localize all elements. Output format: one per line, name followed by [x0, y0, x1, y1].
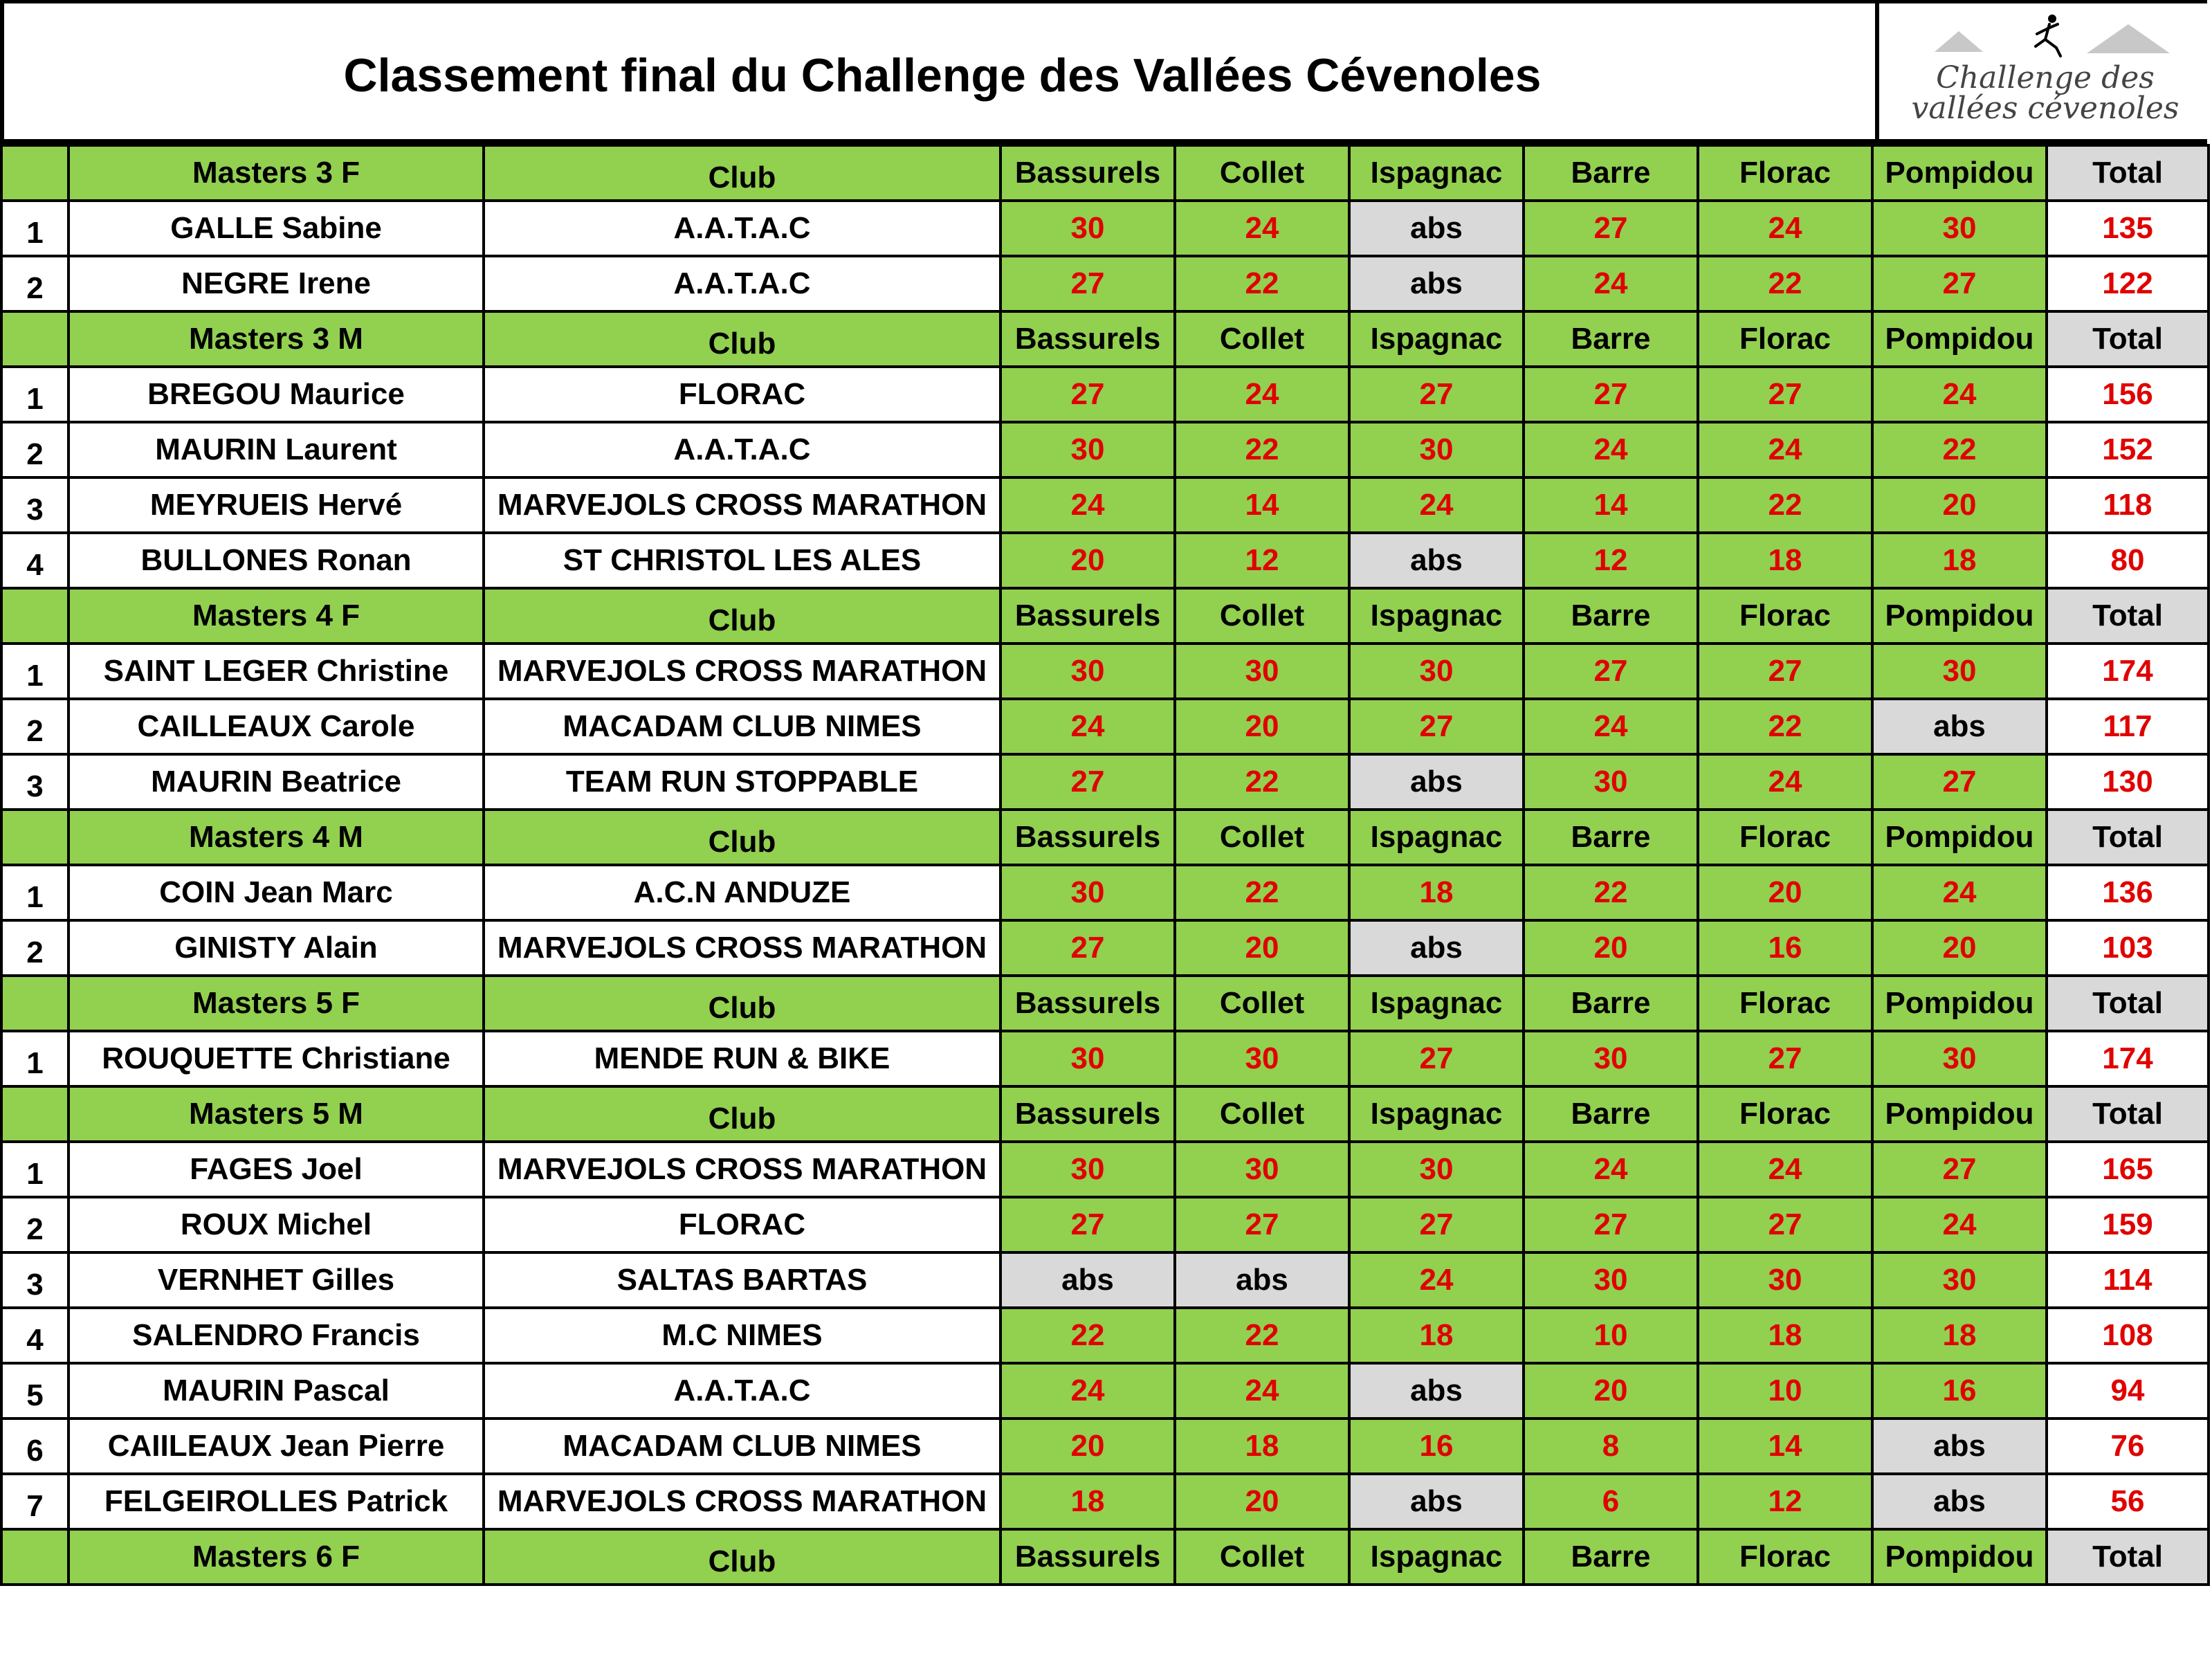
table-row — [1, 865, 2209, 920]
score-pompidou: 24 — [1872, 367, 2047, 422]
score-florac: 24 — [1698, 201, 1872, 256]
total-header: Total — [2047, 1529, 2209, 1585]
club-name: ST CHRISTOL LES ALES — [484, 533, 1000, 588]
score-collet: 22 — [1175, 865, 1349, 920]
club-name: TEAM RUN STOPPABLE — [484, 754, 1000, 810]
rank-cell: 2 — [1, 920, 68, 976]
score-bassurels: 27 — [1000, 256, 1175, 311]
score-ispagnac: 30 — [1349, 422, 1524, 477]
runner-icon — [2036, 15, 2060, 56]
score-ispagnac: 27 — [1349, 1197, 1524, 1252]
score-florac: 12 — [1698, 1474, 1872, 1529]
category-header-row — [1, 145, 2209, 201]
race-header-florac: Florac — [1698, 976, 1872, 1031]
table-row — [1, 1197, 2209, 1252]
rank-cell: 2 — [1, 256, 68, 311]
score-collet: 20 — [1175, 920, 1349, 976]
score-barre: 27 — [1524, 201, 1698, 256]
score-pompidou: abs — [1872, 1474, 2047, 1529]
score-florac: 18 — [1698, 533, 1872, 588]
race-header-collet: Collet — [1175, 145, 1349, 201]
rank-cell: 3 — [1, 754, 68, 810]
athlete-name: ROUX Michel — [68, 1197, 484, 1252]
rank-cell: 3 — [1, 477, 68, 533]
club-name: MACADAM CLUB NIMES — [484, 1419, 1000, 1474]
table-row — [1, 533, 2209, 588]
athlete-name: CAIILEAUX Jean Pierre — [68, 1419, 484, 1474]
athlete-name: SALENDRO Francis — [68, 1308, 484, 1363]
club-name: SALTAS BARTAS — [484, 1252, 1000, 1308]
category-name: Masters 4 F — [68, 588, 484, 644]
athlete-name: VERNHET Gilles — [68, 1252, 484, 1308]
race-header-pompidou: Pompidou — [1872, 588, 2047, 644]
score-collet: 22 — [1175, 256, 1349, 311]
rank-cell: 4 — [1, 533, 68, 588]
table-row — [1, 754, 2209, 810]
race-header-florac: Florac — [1698, 1086, 1872, 1142]
score-ispagnac: 30 — [1349, 1142, 1524, 1197]
club-header: Club — [484, 976, 1000, 1031]
score-florac: 22 — [1698, 699, 1872, 754]
total-header: Total — [2047, 1086, 2209, 1142]
table-row — [1, 1308, 2209, 1363]
race-header-ispagnac: Ispagnac — [1349, 588, 1524, 644]
table-row — [1, 422, 2209, 477]
total-score: 108 — [2047, 1308, 2209, 1363]
score-collet: 30 — [1175, 1031, 1349, 1086]
table-row — [1, 1252, 2209, 1308]
page-header — [0, 0, 2207, 144]
rank-header-cell — [1, 1529, 68, 1585]
score-collet: 27 — [1175, 1197, 1349, 1252]
score-collet: 24 — [1175, 1363, 1349, 1419]
athlete-name: ROUQUETTE Christiane — [68, 1031, 484, 1086]
total-header: Total — [2047, 810, 2209, 865]
athlete-name: MAURIN Beatrice — [68, 754, 484, 810]
race-header-bassurels: Bassurels — [1000, 810, 1175, 865]
score-ispagnac: abs — [1349, 1363, 1524, 1419]
race-header-bassurels: Bassurels — [1000, 1086, 1175, 1142]
total-header: Total — [2047, 311, 2209, 367]
logo-mountains — [1935, 24, 2170, 53]
score-pompidou: 30 — [1872, 1252, 2047, 1308]
score-pompidou: 20 — [1872, 477, 2047, 533]
rank-cell: 4 — [1, 1308, 68, 1363]
race-header-bassurels: Bassurels — [1000, 588, 1175, 644]
table-row — [1, 1363, 2209, 1419]
score-florac: 30 — [1698, 1252, 1872, 1308]
club-name: A.A.T.A.C — [484, 422, 1000, 477]
rank-cell: 3 — [1, 1252, 68, 1308]
total-header: Total — [2047, 588, 2209, 644]
score-pompidou: 18 — [1872, 533, 2047, 588]
race-header-bassurels: Bassurels — [1000, 1529, 1175, 1585]
category-name: Masters 6 F — [68, 1529, 484, 1585]
athlete-name: GALLE Sabine — [68, 201, 484, 256]
rank-cell: 2 — [1, 699, 68, 754]
score-bassurels: 20 — [1000, 533, 1175, 588]
club-name: MARVEJOLS CROSS MARATHON — [484, 1474, 1000, 1529]
total-score: 80 — [2047, 533, 2209, 588]
race-header-collet: Collet — [1175, 311, 1349, 367]
score-florac: 22 — [1698, 256, 1872, 311]
score-collet: 22 — [1175, 754, 1349, 810]
table-row — [1, 1419, 2209, 1474]
score-bassurels: 30 — [1000, 1142, 1175, 1197]
score-barre: 27 — [1524, 1197, 1698, 1252]
race-header-barre: Barre — [1524, 311, 1698, 367]
race-header-ispagnac: Ispagnac — [1349, 311, 1524, 367]
category-name: Masters 3 F — [68, 145, 484, 201]
total-score: 152 — [2047, 422, 2209, 477]
score-bassurels: 24 — [1000, 477, 1175, 533]
club-name: MACADAM CLUB NIMES — [484, 699, 1000, 754]
rank-header-cell — [1, 311, 68, 367]
rank-cell: 2 — [1, 422, 68, 477]
table-row — [1, 477, 2209, 533]
total-score: 130 — [2047, 754, 2209, 810]
score-collet: 12 — [1175, 533, 1349, 588]
rank-cell: 7 — [1, 1474, 68, 1529]
table-row — [1, 256, 2209, 311]
score-pompidou: 16 — [1872, 1363, 2047, 1419]
total-score: 103 — [2047, 920, 2209, 976]
total-score: 174 — [2047, 644, 2209, 699]
table-row — [1, 201, 2209, 256]
total-score: 117 — [2047, 699, 2209, 754]
total-score: 159 — [2047, 1197, 2209, 1252]
race-header-florac: Florac — [1698, 588, 1872, 644]
athlete-name: COIN Jean Marc — [68, 865, 484, 920]
race-header-pompidou: Pompidou — [1872, 311, 2047, 367]
athlete-name: FAGES Joel — [68, 1142, 484, 1197]
score-barre: 10 — [1524, 1308, 1698, 1363]
score-ispagnac: 27 — [1349, 1031, 1524, 1086]
athlete-name: SAINT LEGER Christine — [68, 644, 484, 699]
race-header-florac: Florac — [1698, 1529, 1872, 1585]
score-pompidou: 30 — [1872, 644, 2047, 699]
club-header: Club — [484, 145, 1000, 201]
club-name: A.A.T.A.C — [484, 201, 1000, 256]
total-score: 136 — [2047, 865, 2209, 920]
score-barre: 27 — [1524, 367, 1698, 422]
athlete-name: CAILLEAUX Carole — [68, 699, 484, 754]
logo-text-line1: Challenge des — [1936, 60, 2155, 95]
score-barre: 12 — [1524, 533, 1698, 588]
score-florac: 18 — [1698, 1308, 1872, 1363]
rank-cell: 1 — [1, 367, 68, 422]
score-florac: 27 — [1698, 367, 1872, 422]
score-barre: 30 — [1524, 754, 1698, 810]
score-ispagnac: 27 — [1349, 699, 1524, 754]
race-header-barre: Barre — [1524, 1529, 1698, 1585]
logo-graphic — [1879, 3, 2211, 142]
score-barre: 24 — [1524, 256, 1698, 311]
race-header-ispagnac: Ispagnac — [1349, 976, 1524, 1031]
rank-cell: 1 — [1, 865, 68, 920]
club-name: A.A.T.A.C — [484, 1363, 1000, 1419]
score-ispagnac: abs — [1349, 1474, 1524, 1529]
score-ispagnac: 27 — [1349, 367, 1524, 422]
score-florac: 24 — [1698, 1142, 1872, 1197]
score-ispagnac: abs — [1349, 256, 1524, 311]
score-barre: 6 — [1524, 1474, 1698, 1529]
score-pompidou: 18 — [1872, 1308, 2047, 1363]
score-barre: 20 — [1524, 1363, 1698, 1419]
race-header-collet: Collet — [1175, 810, 1349, 865]
total-score: 76 — [2047, 1419, 2209, 1474]
score-ispagnac: abs — [1349, 754, 1524, 810]
score-bassurels: 27 — [1000, 920, 1175, 976]
athlete-name: MAURIN Laurent — [68, 422, 484, 477]
rank-cell: 1 — [1, 1142, 68, 1197]
race-header-pompidou: Pompidou — [1872, 810, 2047, 865]
race-header-barre: Barre — [1524, 810, 1698, 865]
category-name: Masters 3 M — [68, 311, 484, 367]
table-row — [1, 367, 2209, 422]
score-florac: 24 — [1698, 754, 1872, 810]
total-score: 114 — [2047, 1252, 2209, 1308]
club-header: Club — [484, 1086, 1000, 1142]
total-score: 118 — [2047, 477, 2209, 533]
race-header-bassurels: Bassurels — [1000, 311, 1175, 367]
score-ispagnac: 24 — [1349, 1252, 1524, 1308]
category-header-row — [1, 311, 2209, 367]
race-header-collet: Collet — [1175, 976, 1349, 1031]
score-bassurels: 24 — [1000, 1363, 1175, 1419]
club-name: A.A.T.A.C — [484, 256, 1000, 311]
score-bassurels: 27 — [1000, 367, 1175, 422]
race-header-bassurels: Bassurels — [1000, 976, 1175, 1031]
rank-header-cell — [1, 810, 68, 865]
score-bassurels: 30 — [1000, 201, 1175, 256]
score-bassurels: 30 — [1000, 865, 1175, 920]
score-pompidou: 30 — [1872, 1031, 2047, 1086]
score-bassurels: 30 — [1000, 422, 1175, 477]
rank-header-cell — [1, 588, 68, 644]
race-header-collet: Collet — [1175, 1529, 1349, 1585]
score-florac: 27 — [1698, 1031, 1872, 1086]
score-ispagnac: abs — [1349, 920, 1524, 976]
score-collet: 20 — [1175, 699, 1349, 754]
score-barre: 24 — [1524, 422, 1698, 477]
rank-cell: 1 — [1, 201, 68, 256]
score-barre: 24 — [1524, 1142, 1698, 1197]
race-header-florac: Florac — [1698, 145, 1872, 201]
rank-cell: 2 — [1, 1197, 68, 1252]
score-florac: 22 — [1698, 477, 1872, 533]
table-row — [1, 699, 2209, 754]
rank-cell: 5 — [1, 1363, 68, 1419]
score-barre: 14 — [1524, 477, 1698, 533]
score-ispagnac: abs — [1349, 533, 1524, 588]
athlete-name: GINISTY Alain — [68, 920, 484, 976]
athlete-name: BULLONES Ronan — [68, 533, 484, 588]
rank-cell: 1 — [1, 1031, 68, 1086]
category-header-row — [1, 1529, 2209, 1585]
club-name: MARVEJOLS CROSS MARATHON — [484, 644, 1000, 699]
rank-header-cell — [1, 976, 68, 1031]
athlete-name: BREGOU Maurice — [68, 367, 484, 422]
race-header-barre: Barre — [1524, 588, 1698, 644]
category-header-row — [1, 1086, 2209, 1142]
score-bassurels: 27 — [1000, 1197, 1175, 1252]
score-bassurels: 18 — [1000, 1474, 1175, 1529]
race-header-bassurels: Bassurels — [1000, 145, 1175, 201]
standings-body — [1, 145, 2209, 1585]
score-pompidou: 24 — [1872, 1197, 2047, 1252]
total-score: 135 — [2047, 201, 2209, 256]
score-ispagnac: 18 — [1349, 865, 1524, 920]
score-florac: 16 — [1698, 920, 1872, 976]
score-pompidou: abs — [1872, 699, 2047, 754]
logo-text-line2: vallées cévenoles — [1911, 91, 2179, 126]
score-ispagnac: 16 — [1349, 1419, 1524, 1474]
club-name: FLORAC — [484, 367, 1000, 422]
table-row — [1, 644, 2209, 699]
athlete-name: MEYRUEIS Hervé — [68, 477, 484, 533]
score-collet: 30 — [1175, 1142, 1349, 1197]
club-name: MARVEJOLS CROSS MARATHON — [484, 477, 1000, 533]
score-barre: 30 — [1524, 1252, 1698, 1308]
table-row — [1, 1031, 2209, 1086]
club-name: MARVEJOLS CROSS MARATHON — [484, 920, 1000, 976]
score-bassurels: 30 — [1000, 1031, 1175, 1086]
race-header-florac: Florac — [1698, 810, 1872, 865]
race-header-ispagnac: Ispagnac — [1349, 1529, 1524, 1585]
score-bassurels: 24 — [1000, 699, 1175, 754]
score-barre: 27 — [1524, 644, 1698, 699]
race-header-collet: Collet — [1175, 588, 1349, 644]
score-pompidou: 30 — [1872, 201, 2047, 256]
club-header: Club — [484, 311, 1000, 367]
club-name: MENDE RUN & BIKE — [484, 1031, 1000, 1086]
score-florac: 20 — [1698, 865, 1872, 920]
score-bassurels: abs — [1000, 1252, 1175, 1308]
rank-header-cell — [1, 145, 68, 201]
score-pompidou: 20 — [1872, 920, 2047, 976]
score-collet: abs — [1175, 1252, 1349, 1308]
category-name: Masters 5 F — [68, 976, 484, 1031]
score-ispagnac: 18 — [1349, 1308, 1524, 1363]
category-name: Masters 5 M — [68, 1086, 484, 1142]
table-row — [1, 920, 2209, 976]
score-pompidou: 27 — [1872, 1142, 2047, 1197]
club-header: Club — [484, 1529, 1000, 1585]
race-header-barre: Barre — [1524, 1086, 1698, 1142]
athlete-name: NEGRE Irene — [68, 256, 484, 311]
score-pompidou: 24 — [1872, 865, 2047, 920]
score-bassurels: 22 — [1000, 1308, 1175, 1363]
race-header-ispagnac: Ispagnac — [1349, 1086, 1524, 1142]
category-name: Masters 4 M — [68, 810, 484, 865]
score-pompidou: 27 — [1872, 754, 2047, 810]
score-collet: 20 — [1175, 1474, 1349, 1529]
race-header-pompidou: Pompidou — [1872, 976, 2047, 1031]
score-florac: 24 — [1698, 422, 1872, 477]
rank-cell: 6 — [1, 1419, 68, 1474]
score-barre: 24 — [1524, 699, 1698, 754]
club-name: FLORAC — [484, 1197, 1000, 1252]
category-header-row — [1, 810, 2209, 865]
page-title: Classement final du Challenge des Vallées Cévenoles — [343, 49, 1542, 102]
total-score: 56 — [2047, 1474, 2209, 1529]
score-collet: 24 — [1175, 201, 1349, 256]
total-score: 165 — [2047, 1142, 2209, 1197]
score-florac: 27 — [1698, 644, 1872, 699]
score-barre: 20 — [1524, 920, 1698, 976]
club-name: M.C NIMES — [484, 1308, 1000, 1363]
score-bassurels: 20 — [1000, 1419, 1175, 1474]
race-header-pompidou: Pompidou — [1872, 1529, 2047, 1585]
total-header: Total — [2047, 145, 2209, 201]
race-header-ispagnac: Ispagnac — [1349, 810, 1524, 865]
athlete-name: FELGEIROLLES Patrick — [68, 1474, 484, 1529]
table-row — [1, 1142, 2209, 1197]
athlete-name: MAURIN Pascal — [68, 1363, 484, 1419]
score-florac: 27 — [1698, 1197, 1872, 1252]
score-collet: 22 — [1175, 1308, 1349, 1363]
race-header-florac: Florac — [1698, 311, 1872, 367]
standings-table — [0, 144, 2210, 1586]
race-header-collet: Collet — [1175, 1086, 1349, 1142]
total-header: Total — [2047, 976, 2209, 1031]
score-collet: 18 — [1175, 1419, 1349, 1474]
score-collet: 22 — [1175, 422, 1349, 477]
total-score: 94 — [2047, 1363, 2209, 1419]
rank-cell: 1 — [1, 644, 68, 699]
score-ispagnac: 30 — [1349, 644, 1524, 699]
category-header-row — [1, 976, 2209, 1031]
score-collet: 14 — [1175, 477, 1349, 533]
race-header-pompidou: Pompidou — [1872, 145, 2047, 201]
club-header: Club — [484, 810, 1000, 865]
club-name: A.C.N ANDUZE — [484, 865, 1000, 920]
score-bassurels: 30 — [1000, 644, 1175, 699]
club-header: Club — [484, 588, 1000, 644]
score-florac: 10 — [1698, 1363, 1872, 1419]
race-header-ispagnac: Ispagnac — [1349, 145, 1524, 201]
race-header-pompidou: Pompidou — [1872, 1086, 2047, 1142]
score-pompidou: abs — [1872, 1419, 2047, 1474]
score-bassurels: 27 — [1000, 754, 1175, 810]
score-florac: 14 — [1698, 1419, 1872, 1474]
score-collet: 24 — [1175, 367, 1349, 422]
challenge-logo — [1875, 3, 2211, 147]
race-header-barre: Barre — [1524, 145, 1698, 201]
score-pompidou: 22 — [1872, 422, 2047, 477]
race-header-barre: Barre — [1524, 976, 1698, 1031]
club-name: MARVEJOLS CROSS MARATHON — [484, 1142, 1000, 1197]
score-collet: 30 — [1175, 644, 1349, 699]
score-barre: 22 — [1524, 865, 1698, 920]
score-ispagnac: abs — [1349, 201, 1524, 256]
category-header-row — [1, 588, 2209, 644]
score-ispagnac: 24 — [1349, 477, 1524, 533]
rank-header-cell — [1, 1086, 68, 1142]
score-barre: 8 — [1524, 1419, 1698, 1474]
score-barre: 30 — [1524, 1031, 1698, 1086]
table-row — [1, 1474, 2209, 1529]
total-score: 174 — [2047, 1031, 2209, 1086]
total-score: 122 — [2047, 256, 2209, 311]
score-pompidou: 27 — [1872, 256, 2047, 311]
total-score: 156 — [2047, 367, 2209, 422]
